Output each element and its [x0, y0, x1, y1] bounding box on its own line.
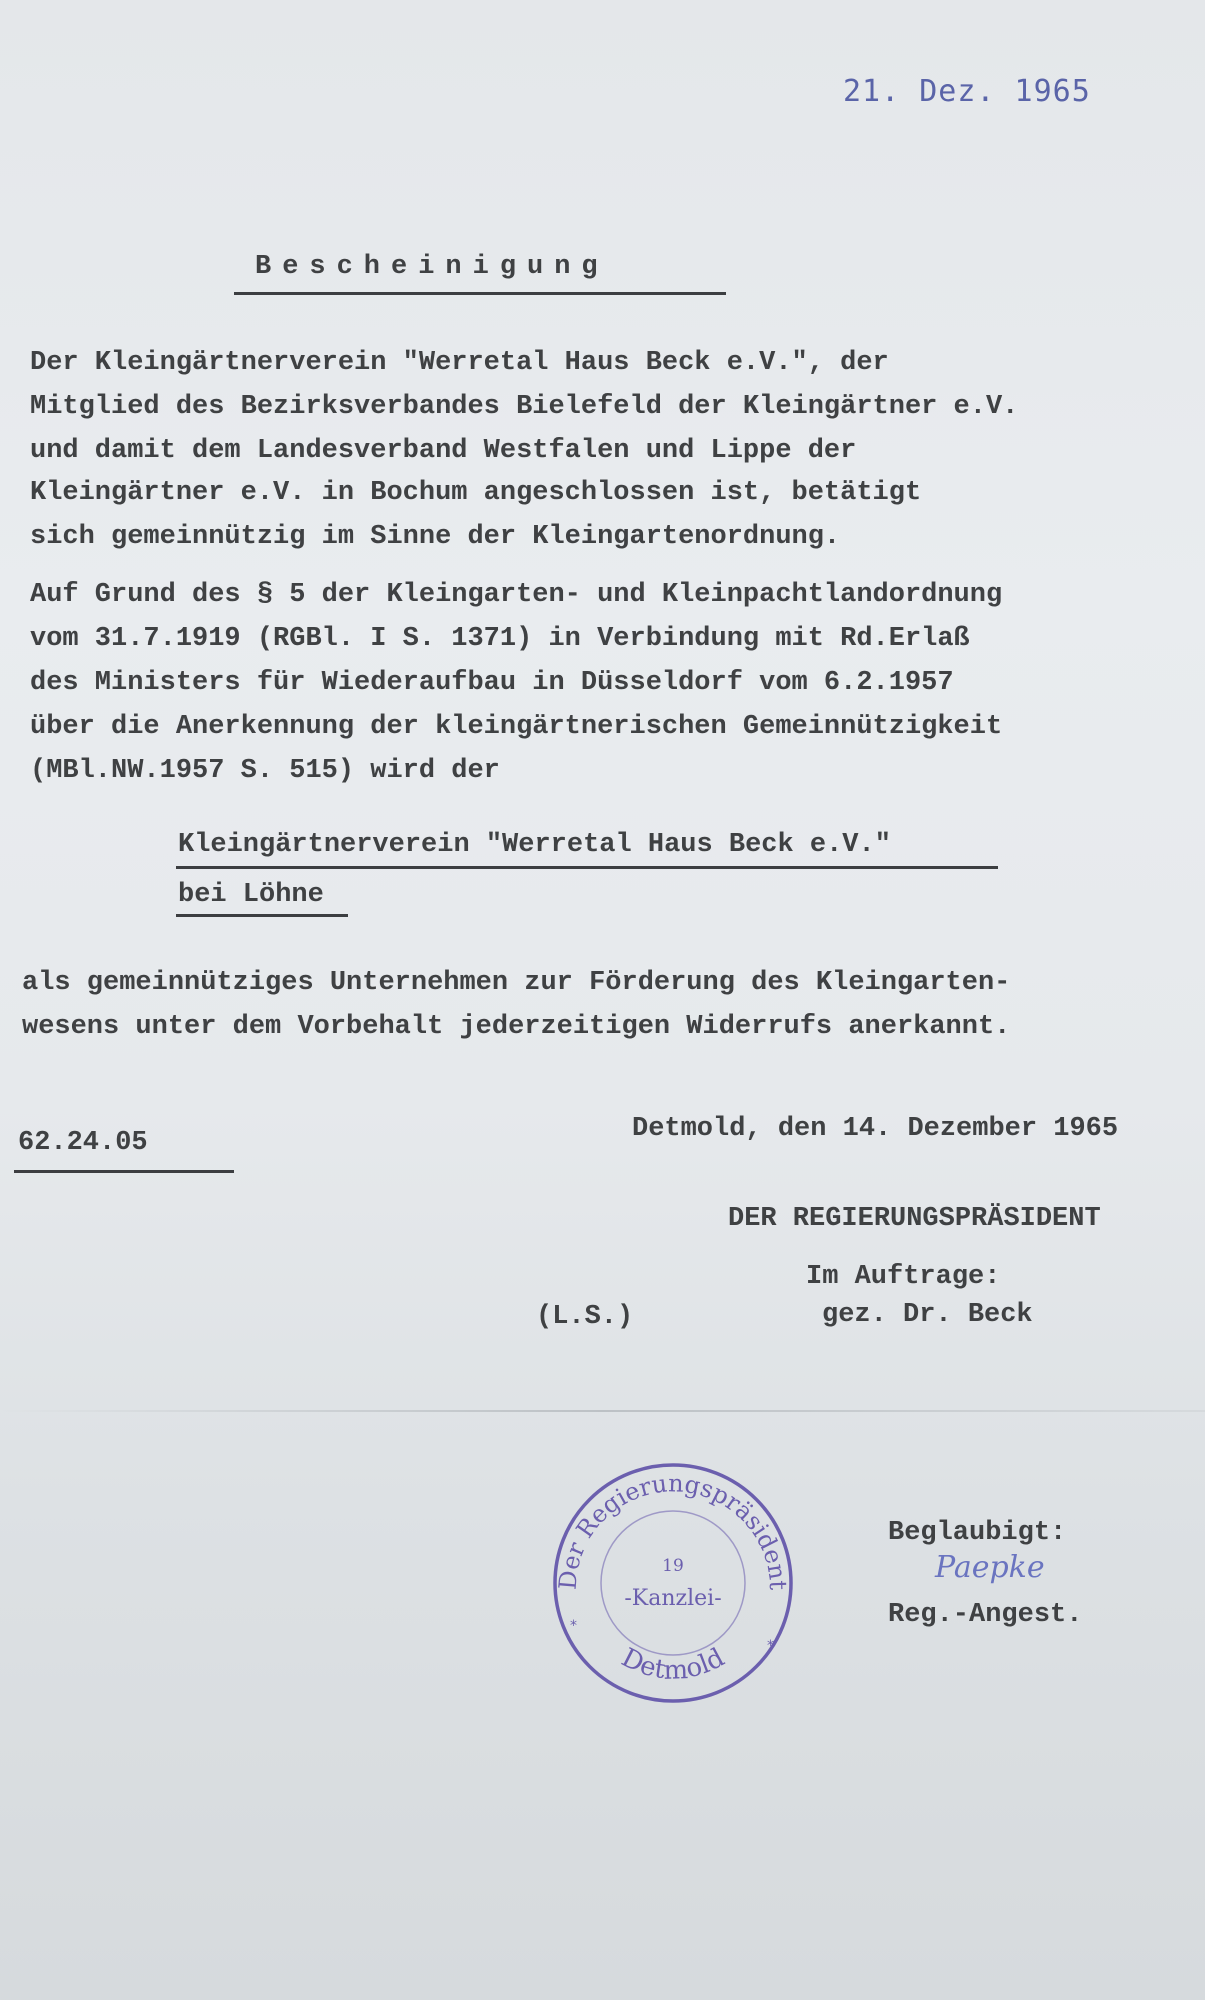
file-number-underline — [14, 1170, 234, 1173]
intro-line: sich gemeinnützig im Sinne der Kleingartenordnung. — [30, 522, 841, 552]
legal-line: des Ministers für Wiederaufbau in Düsseldorf vom 6.2.1957 — [30, 668, 954, 698]
intro-line: und damit dem Landesverband Westfalen und Lippe der — [30, 436, 857, 466]
issuing-authority: DER REGIERUNGSPRÄSIDENT — [728, 1204, 1101, 1234]
official-seal — [548, 1458, 798, 1708]
intro-line: Mitglied des Bezirksverbandes Bielefeld der Kleingärtner e.V. — [30, 392, 1019, 422]
legal-line: (MBl.NW.1957 S. 515) wird der — [30, 756, 500, 786]
certification-label: Beglaubigt: — [888, 1518, 1067, 1548]
seal-center-text: -Kanzlei- — [624, 1586, 722, 1611]
place-and-date: Detmold, den 14. Dezember 1965 — [632, 1114, 1119, 1144]
document-title: Bescheinigung — [255, 252, 609, 282]
signed-by: gez. Dr. Beck — [822, 1300, 1033, 1330]
seal-inner-ring — [601, 1511, 745, 1655]
certifier-signature: Paepke — [935, 1550, 1045, 1585]
association-location: bei Löhne — [178, 880, 324, 910]
legal-line: Auf Grund des § 5 der Kleingarten- und Kleinpachtlandordnung — [30, 580, 1003, 610]
file-number: 62.24.05 — [18, 1128, 148, 1158]
association-location-underline — [176, 914, 348, 917]
seal-number: 19 — [662, 1556, 684, 1576]
recognition-line: wesens unter dem Vorbehalt jederzeitigen Widerrufs anerkannt. — [22, 1012, 1011, 1042]
legal-line: vom 31.7.1919 (RGBl. I S. 1371) in Verbindung mit Rd.Erlaß — [30, 624, 970, 654]
seal-ring-text: Der Regierungspräsident — [553, 1469, 793, 1591]
intro-line: Der Kleingärtnerverein "Werretal Haus Beck e.V.", der — [30, 348, 889, 378]
association-name: Kleingärtnerverein "Werretal Haus Beck e.V." — [178, 830, 891, 860]
on-behalf-label: Im Auftrage: — [806, 1262, 1001, 1292]
paper-fold — [0, 1410, 1205, 1412]
received-date-stamp: 21. Dez. 1965 — [843, 74, 1091, 109]
seal-star-left: * — [570, 1618, 577, 1634]
certifier-role: Reg.-Angest. — [888, 1600, 1083, 1630]
intro-line: Kleingärtner e.V. in Bochum angeschlossen ist, betätigt — [30, 478, 922, 508]
recognition-line: als gemeinnütziges Unternehmen zur Förderung des Kleingarten- — [22, 968, 1011, 998]
seal-city-text: Detmold — [616, 1642, 730, 1686]
seal-star-right: * — [767, 1638, 774, 1654]
title-underline — [234, 292, 726, 295]
legal-line: über die Anerkennung der kleingärtnerischen Gemeinnützigkeit — [30, 712, 1003, 742]
association-name-underline — [176, 866, 998, 869]
seal-note: (L.S.) — [536, 1302, 634, 1332]
